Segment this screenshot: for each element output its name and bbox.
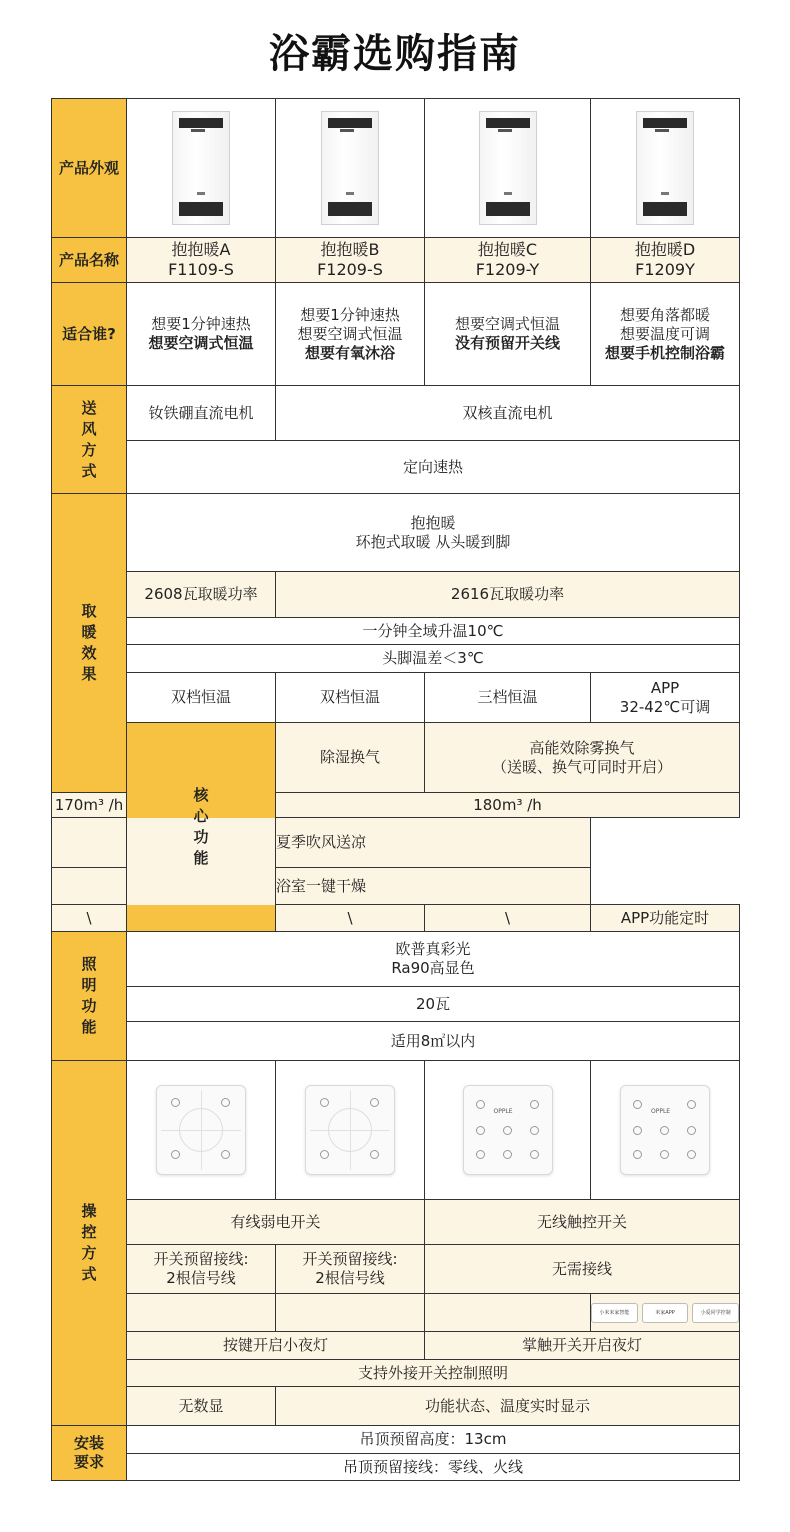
switch-image-b [276, 1061, 425, 1200]
page-title: 浴霸选购指南 [269, 31, 521, 77]
install-height: 吊顶预留高度：13cm [127, 1426, 740, 1454]
airflow-direction: 定向速热 [127, 441, 740, 494]
category-airflow: 送 风 方 式 [52, 386, 127, 494]
switch-image-c [425, 1061, 591, 1200]
product-name-b [276, 238, 425, 283]
no-wiring: 无需接线 [425, 1245, 740, 1294]
category-appearance: 产品外观 [52, 99, 127, 238]
touch-switch-image [463, 1085, 553, 1175]
product-image-d [591, 99, 740, 238]
suitable-d: 想要角落都暖 想要温度可调 想要手机控制浴霸 [591, 283, 740, 386]
timer-c: \ [425, 905, 591, 932]
temp-b: 双档恒温 [276, 673, 425, 723]
bath-heater-image [636, 111, 694, 225]
category-lighting: 照 明 功 能 [52, 932, 127, 1061]
install-wire: 吊顶预留接线：零线、火线 [127, 1454, 740, 1481]
night-light-cd: 掌触开关开启夜灯 [425, 1332, 740, 1360]
night-light-ab: 按键开启小夜灯 [127, 1332, 425, 1360]
motor-bcd: 双核直流电机 [276, 386, 740, 441]
wireless-switch: 无线触控开关 [425, 1200, 740, 1245]
product-title: 抱抱暖D [634, 240, 696, 259]
display-a: 无数显 [127, 1387, 276, 1426]
product-title: 抱抱暖C [477, 240, 538, 259]
heating-rise: 一分钟全域升温10℃ [127, 618, 740, 645]
switch-image-a [127, 1061, 276, 1200]
app-support-d [591, 1294, 740, 1332]
wired-switch: 有线弱电开关 [127, 1200, 425, 1245]
app-empty-c [425, 1294, 591, 1332]
airflow-rate-bcd: 180m³ /h [276, 793, 740, 818]
category-install: 安装 要求 [52, 1426, 127, 1481]
category-heating: 取 暖 效 果 [52, 494, 127, 793]
panel-brand: OPPLE [651, 1108, 671, 1115]
heating-power-a: 2608瓦取暖功率 [127, 572, 276, 618]
timer-a: \ [52, 905, 127, 932]
motor-a: 钕铁硼直流电机 [127, 386, 276, 441]
summer-cool: 夏季吹风送凉 [52, 818, 591, 868]
timer-d: APP功能定时 [591, 905, 740, 932]
product-model: F1209-Y [475, 260, 540, 279]
one-key-dry: 浴室一键干燥 [52, 868, 591, 905]
wiring-a: 开关预留接线: 2根信号线 [127, 1245, 276, 1294]
product-model: F1209Y [635, 260, 695, 279]
product-title: 抱抱暖A [171, 240, 231, 259]
light-quality: 欧普真彩光 Ra90高显色 [127, 932, 740, 987]
switch-image-d [591, 1061, 740, 1200]
app-empty-b [276, 1294, 425, 1332]
light-area: 适用8㎡以内 [127, 1022, 740, 1061]
suitable-c: 想要空调式恒温 没有预留开关线 [425, 283, 591, 386]
product-image-b [276, 99, 425, 238]
product-image-c [425, 99, 591, 238]
product-name-a [127, 238, 276, 283]
mijia-app-badge: 米家APP [642, 1303, 689, 1323]
defog-bcd: 高能效除雾换气 （送暖、换气可同时开启） [425, 723, 740, 793]
xiaoai-badge: 小爱同学控制 [692, 1303, 739, 1323]
product-title: 抱抱暖B [320, 240, 380, 259]
heating-brand: 抱抱暖 环抱式取暖 从头暖到脚 [127, 494, 740, 572]
category-suitable: 适合谁? [52, 283, 127, 386]
wired-switch-image [156, 1085, 246, 1175]
bath-heater-image [172, 111, 230, 225]
bath-heater-image [321, 111, 379, 225]
touch-switch-image [620, 1085, 710, 1175]
timer-b: \ [276, 905, 425, 932]
product-name-c [425, 238, 591, 283]
xiaomi-smart-badge: 小米米家智能 [591, 1303, 638, 1323]
product-image-a [127, 99, 276, 238]
app-empty-a [127, 1294, 276, 1332]
wiring-b: 开关预留接线: 2根信号线 [276, 1245, 425, 1294]
heating-power-bcd: 2616瓦取暖功率 [276, 572, 740, 618]
wired-switch-image [305, 1085, 395, 1175]
external-switch: 支持外接开关控制照明 [127, 1360, 740, 1387]
suitable-b: 想要1分钟速热 想要空调式恒温 想要有氧沐浴 [276, 283, 425, 386]
category-name: 产品名称 [52, 238, 127, 283]
airflow-rate-a: 170m³ /h [52, 793, 127, 818]
heating-diff: 头脚温差＜3℃ [127, 645, 740, 673]
panel-brand: OPPLE [493, 1108, 513, 1115]
dehumid-a: 除湿换气 [276, 723, 425, 793]
category-control: 操 控 方 式 [52, 1061, 127, 1426]
product-name-d [591, 238, 740, 283]
light-power: 20瓦 [127, 987, 740, 1022]
product-model: F1109-S [168, 260, 234, 279]
suitable-a: 想要1分钟速热 想要空调式恒温 [127, 283, 276, 386]
temp-c: 三档恒温 [425, 673, 591, 723]
category-core: 核 心 功 能 [127, 723, 276, 932]
display-bcd: 功能状态、温度实时显示 [276, 1387, 740, 1426]
temp-d: APP 32-42℃可调 [591, 673, 740, 723]
temp-a: 双档恒温 [127, 673, 276, 723]
bath-heater-image [479, 111, 537, 225]
comparison-table [51, 98, 740, 1481]
product-model: F1209-S [317, 260, 383, 279]
